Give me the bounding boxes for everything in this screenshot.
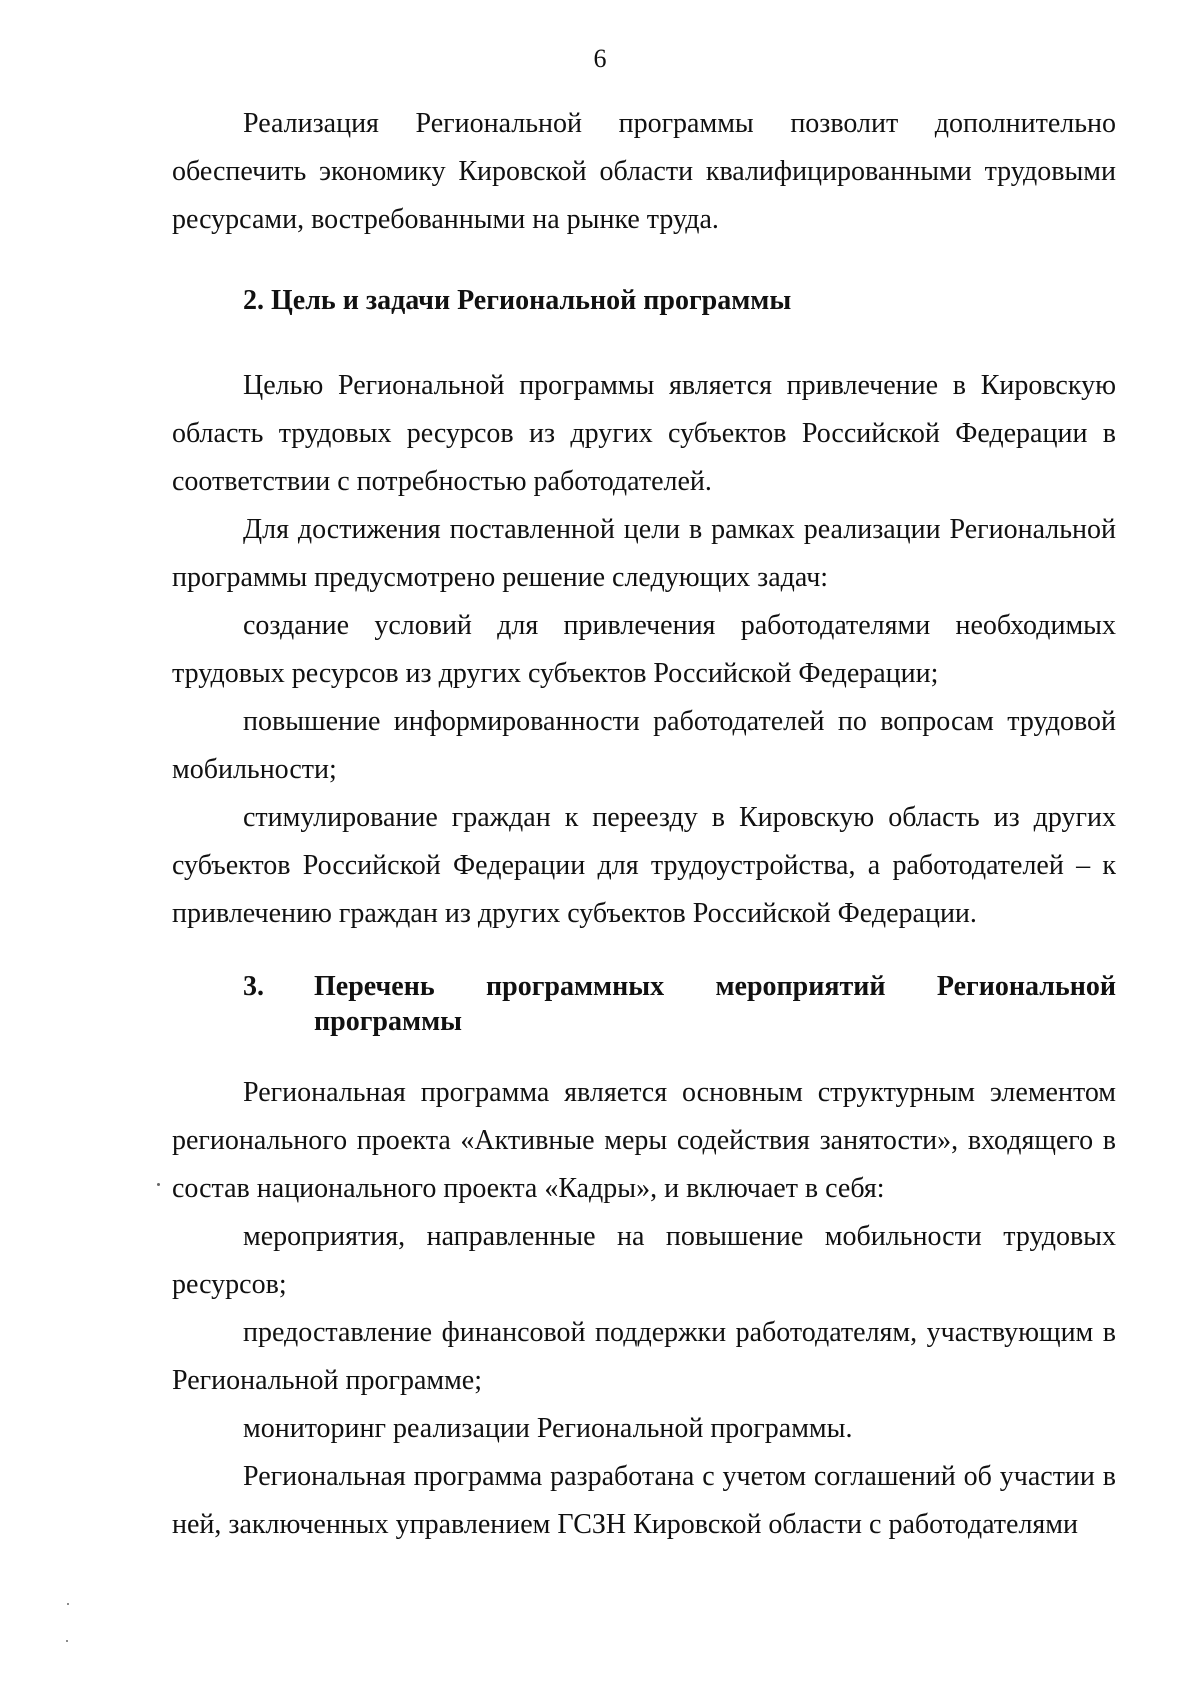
paragraph-tasks-intro: Для достижения поставленной цели в рамках реализации Региональной программы предусмотрено решение следующих задач: bbox=[172, 514, 1116, 593]
section-title-word: Перечень bbox=[314, 971, 435, 1002]
scan-speck bbox=[67, 1603, 69, 1605]
page-number: 6 bbox=[593, 44, 607, 73]
document-body bbox=[172, 100, 1116, 1549]
section-title-word: программных bbox=[485, 971, 665, 1002]
paragraph-item-2: предоставление финансовой поддержки работодателям, участвующим в Региональной программе; bbox=[172, 1317, 1116, 1396]
scan-speck bbox=[66, 1640, 68, 1642]
section-title-line-1 bbox=[314, 969, 1116, 1004]
paragraph-goal: Целью Региональной программы является привлечение в Кировскую область трудовых ресурсов из других субъектов Российской Федерации в соответствии с потребностью работодателей. bbox=[172, 370, 1116, 497]
paragraph-task-1: создание условий для привлечения работодателями необходимых трудовых ресурсов из других субъектов Российской Федерации; bbox=[172, 610, 1116, 689]
section-title-word: мероприятий bbox=[715, 971, 886, 1002]
section-heading-3 bbox=[172, 969, 1116, 1039]
section-title-line-2: программы bbox=[314, 1006, 462, 1037]
section-heading-2: 2. Цель и задачи Региональной программы bbox=[243, 285, 792, 316]
section-number: 3. bbox=[243, 971, 264, 1002]
section-title bbox=[314, 969, 1116, 1039]
paragraph-agreements: Региональная программа разработана с учетом соглашений об участии в ней, заключенных управлением ГСЗН Кировской области с работодателями bbox=[172, 1461, 1116, 1540]
paragraph-intro: Реализация Региональной программы позволит дополнительно обеспечить экономику Кировской области квалифицированными трудовыми ресурсами, востребованными на рынке труда. bbox=[172, 108, 1116, 235]
scan-speck bbox=[157, 1183, 160, 1186]
paragraph-task-3: стимулирование граждан к переезду в Кировскую область из других субъектов Российской Федерации для трудоустройства, а работодателей – к привлечению граждан из других субъектов Российской Федерации. bbox=[172, 802, 1116, 929]
paragraph-task-2: повышение информированности работодателей по вопросам трудовой мобильности; bbox=[172, 706, 1116, 785]
paragraph-item-1: мероприятия, направленные на повышение мобильности трудовых ресурсов; bbox=[172, 1221, 1116, 1300]
section-title-word: Региональной bbox=[936, 971, 1116, 1002]
paragraph-program-element: Региональная программа является основным структурным элементом регионального проекта «Активные меры содействия занятости», входящего в состав национального проекта «Кадры», и включает в себя: bbox=[172, 1077, 1116, 1204]
paragraph-item-3: мониторинг реализации Региональной программы. bbox=[243, 1413, 853, 1444]
